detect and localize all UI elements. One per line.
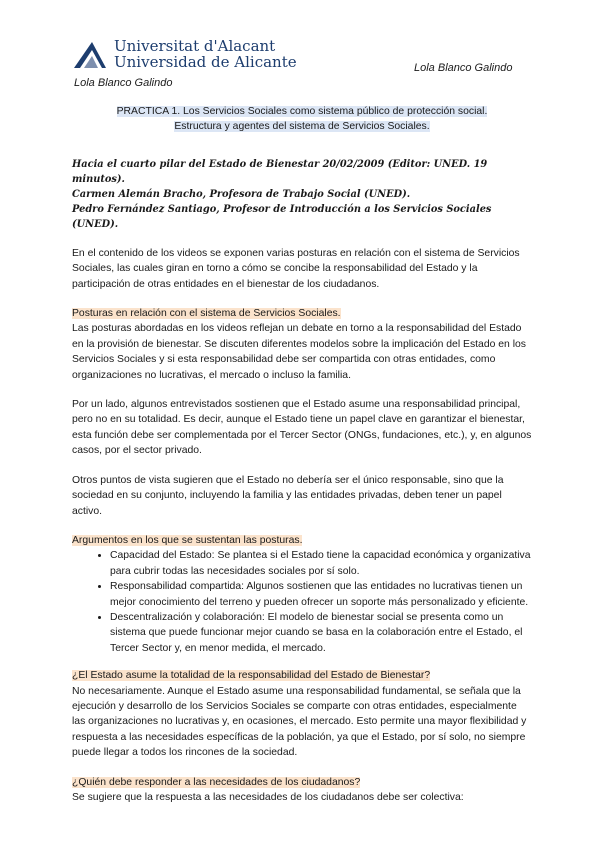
list-item: • Responsabilidad compartida: Algunos sostienen que las entidades no lucrativas tienen un mejor conocimiento del terreno y pueden ofrecer un soporte más personalizado y eficiente. <box>110 579 532 610</box>
source-line-3: Pedro Fernández Santiago, Profesor de Introducción a los Servicios Sociales (UNED). <box>72 203 492 230</box>
university-name-valencian: Universitat d'Alacant <box>114 37 276 55</box>
section-1-paragraph-1: Las posturas abordadas en los videos reflejan un debate en torno a la responsabilidad del Estado en la provisión de bienestar. Se discuten diferentes modelos sobre la implicación del Estado en los Servicios Sociales y si esta responsabilidad debe ser compartida con otras entidades, como organizaciones no lucrativas, el mercado o incluso la familia. <box>72 323 526 381</box>
section-4-paragraph-1: Se sugiere que la respuesta a las necesidades de los ciudadanos debe ser colectiva: <box>72 792 464 803</box>
university-name <box>114 38 297 70</box>
source-line-1: Hacia el cuarto pilar del Estado de Bienestar 20/02/2009 (Editor: UNED. 19 minutos). <box>72 158 488 185</box>
section-1-paragraph-2: Por un lado, algunos entrevistados sostienen que el Estado asume una responsabilidad principal, pero no en su totalidad. Es decir, aunque el Estado tiene un papel clave en garantizar el bienestar, esta función debe ser complementada por el Tercer Sector (ONGs, fundaciones, etc.), y, en algunos casos, por el sector privado. <box>72 399 532 457</box>
header-author-left: Lola Blanco Galindo <box>74 77 173 89</box>
section-3-paragraph-1: No necesariamente. Aunque el Estado asume una responsabilidad fundamental, se señala que la ejecución y desarrollo de los Servicios Sociales se comparte con otras entidades, especialmente las organizaciones no lucrativas y, en ocasiones, el mercado. Esto permite una mayor flexibilidad y respuesta a las necesidades específicas de la población, ya que el Estado, por sí solo, no siempre puede llegar a todos los rincones de la sociedad. <box>72 685 527 759</box>
section-3-heading: ¿El Estado asume la totalidad de la responsabilidad del Estado de Bienestar? <box>72 670 431 682</box>
header-author-right: Lola Blanco Galindo <box>414 62 513 74</box>
section-1-heading: Posturas en relación con el sistema de Servicios Sociales. <box>72 308 341 320</box>
section-2-heading: Argumentos en los que se sustentan las posturas. <box>72 534 303 546</box>
section-4-heading: ¿Quién debe responder a las necesidades de los ciudadanos? <box>72 776 361 788</box>
intro-paragraph: En el contenido de los videos se exponen varias posturas en relación con el sistema de Servicios Sociales, las cuales giran en torno a cómo se concibe la responsabilidad del Estado y la participación de otras entidades en el bienestar de los ciudadanos. <box>72 247 520 290</box>
title-line-2: Estructura y agentes del sistema de Servicios Sociales. <box>174 121 430 133</box>
list-item: • Capacidad del Estado: Se plantea si el Estado tiene la capacidad económica y organizativa para cubrir todas las necesidades sociales por sí solo. <box>110 548 532 579</box>
document-title <box>72 104 532 135</box>
section-1-paragraph-3: Otros puntos de vista sugieren que el Estado no debería ser el único responsable, sino que la sociedad en su conjunto, incluyendo la familia y las entidades privadas, deben tener un papel activo. <box>72 474 504 517</box>
source-line-2: Carmen Alemán Bracho, Profesora de Trabajo Social (UNED). <box>72 188 411 200</box>
title-line-1: PRACTICA 1. Los Servicios Sociales como sistema público de protección social. <box>116 106 488 117</box>
list-item: • Descentralización y colaboración: El modelo de bienestar social se presenta como un sistema que puede funcionar mejor cuando se basa en la colaboración entre el Estado, el Tercer Sector y, en menor medida, el mercado. <box>110 610 532 656</box>
source-reference <box>72 157 532 232</box>
document-body <box>72 104 532 819</box>
university-logo <box>72 38 297 70</box>
arguments-list <box>72 548 532 656</box>
university-logo-icon <box>72 38 108 70</box>
university-name-spanish: Universidad de Alicante <box>114 53 297 71</box>
